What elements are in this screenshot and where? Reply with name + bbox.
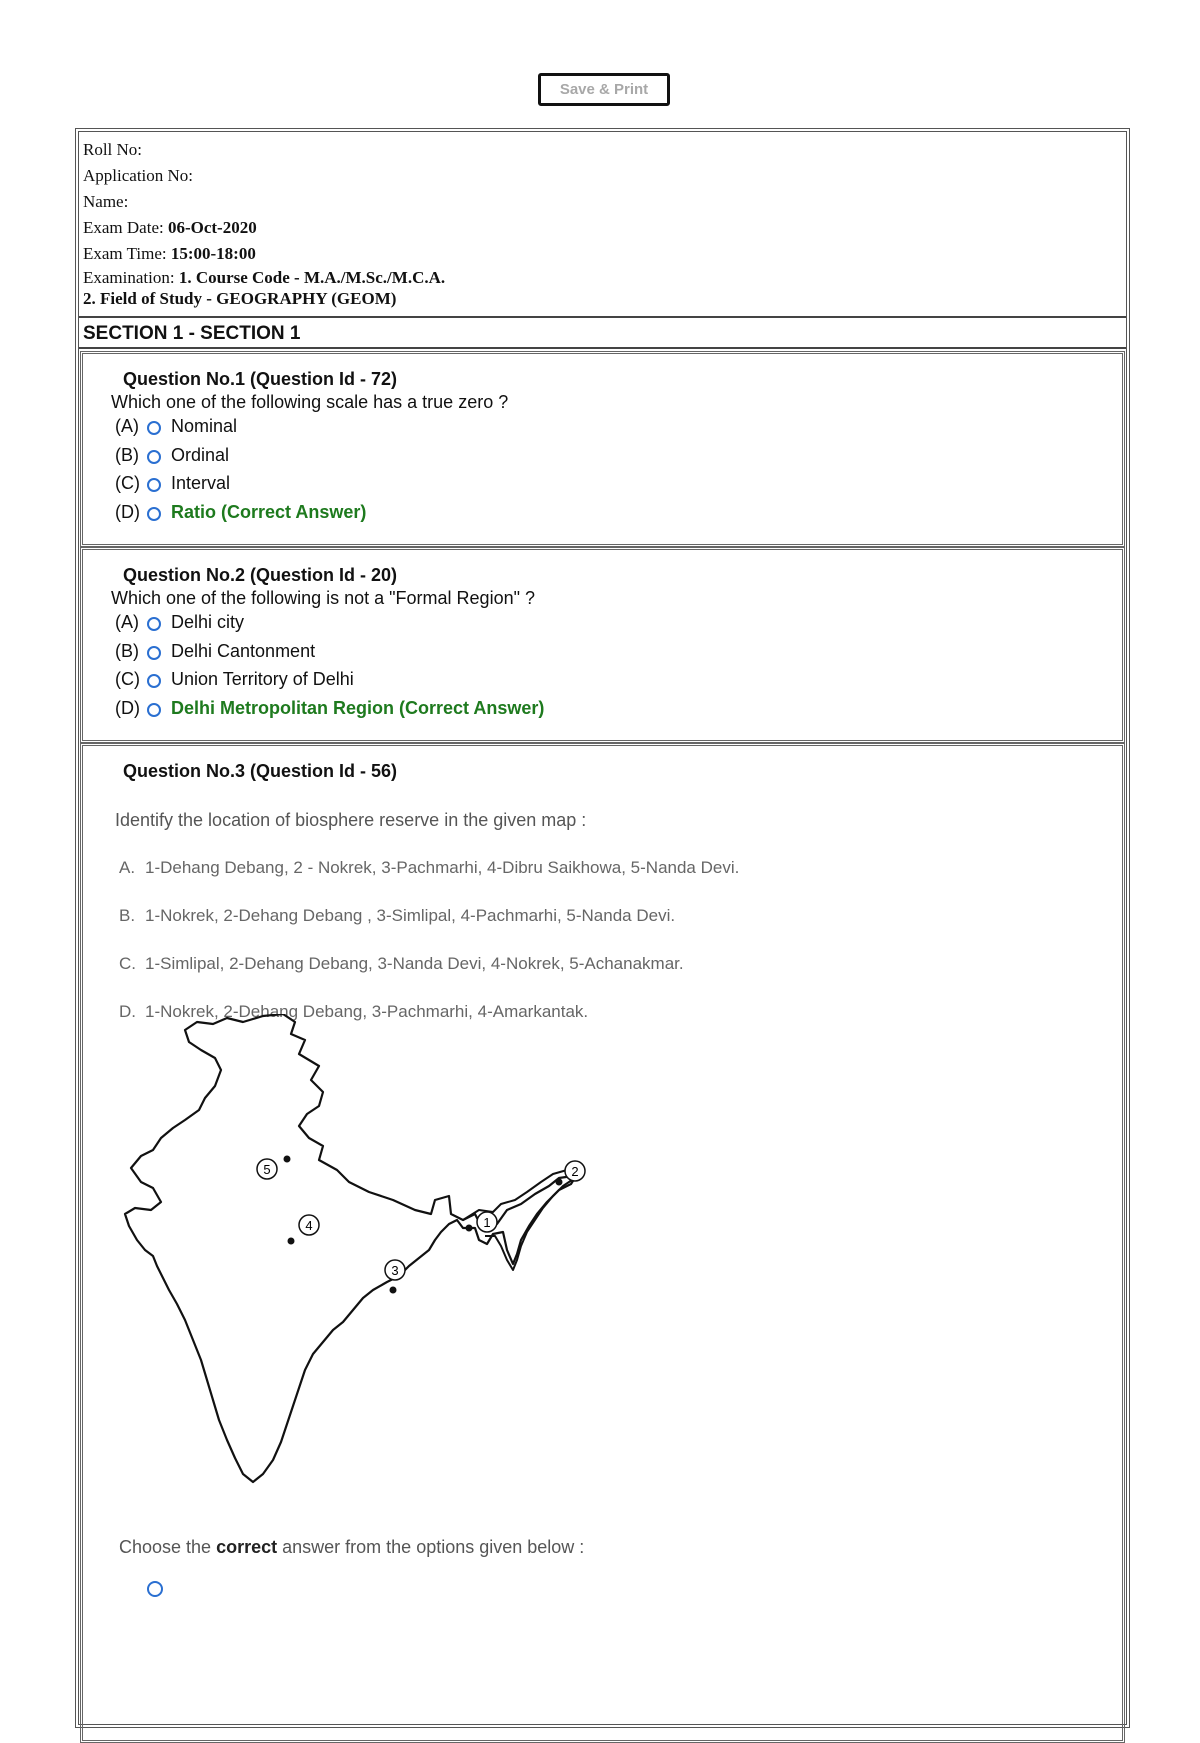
question-text: Identify the location of biosphere reserve in the given map : [115,810,587,830]
radio-icon[interactable] [147,1581,163,1597]
option-a[interactable]: (A) Delhi city [115,612,245,632]
radio-icon[interactable] [147,646,161,660]
question-1 [80,351,1125,547]
radio-icon[interactable] [147,478,161,492]
application-no-row: Application No: [83,166,194,185]
india-outline [125,1014,581,1482]
question-title: Question No.1 (Question Id - 72) [123,369,398,389]
marker-label-4: 4 [305,1218,313,1233]
candidate-info [79,132,1126,318]
option-c: C. 1-Simlipal, 2-Dehang Debang, 3-Nanda Devi, 4-Nokrek, 5-Achanakmar. [119,954,684,973]
question-text: Which one of the following is not a "Formal Region" ? [111,588,535,608]
option-b[interactable]: (B) Delhi Cantonment [115,641,316,661]
option-d[interactable]: (D) Ratio (Correct Answer) [115,502,367,522]
radio-icon[interactable] [147,674,161,688]
option-a[interactable]: (A) Nominal [115,416,238,436]
question-title: Question No.3 (Question Id - 56) [123,761,398,781]
question-title: Question No.2 (Question Id - 20) [123,565,398,585]
option-c[interactable]: (C) Interval [115,473,231,493]
question-text: Which one of the following scale has a true zero ? [111,392,509,412]
marker-label-1: 1 [483,1215,491,1230]
marker-dot-2 [556,1179,563,1186]
examination-row: Examination: 1. Course Code - M.A./M.Sc./M.C.A. [83,268,446,287]
exam-date-value: 06-Oct-2020 [167,218,257,237]
exam-date-row: Exam Date: 06-Oct-2020 [83,218,257,237]
exam-time-value: 15:00-18:00 [170,244,256,263]
radio-icon[interactable] [147,617,161,631]
marker-dot-5 [284,1156,291,1163]
correct-answer: Ratio (Correct Answer) [171,502,367,522]
marker-label-5: 5 [263,1162,271,1177]
choose-instruction: Choose the correct answer from the options given below : [119,1537,585,1557]
marker-label-2: 2 [571,1164,579,1179]
question-3 [80,743,1125,1743]
save-print-button[interactable]: Save & Print [538,73,670,106]
option-c[interactable]: (C) Union Territory of Delhi [115,669,354,689]
section-title: SECTION 1 - SECTION 1 [79,318,1126,349]
option-d[interactable]: (D) Delhi Metropolitan Region (Correct Answer) [115,698,545,718]
field-of-study-row: 2. Field of Study - GEOGRAPHY (GEOM) [83,289,397,308]
roll-no-row: Roll No: [83,140,143,159]
question-2 [80,547,1125,743]
radio-icon[interactable] [147,421,161,435]
question-paper [75,128,1130,1728]
india-map [123,1014,593,1504]
option-a: A. 1-Dehang Debang, 2 - Nokrek, 3-Pachmarhi, 4-Dibru Saikhowa, 5-Nanda Devi. [119,858,740,877]
radio-icon[interactable] [147,507,161,521]
marker-dot-3 [390,1287,397,1294]
marker-label-3: 3 [391,1263,399,1278]
correct-answer: Delhi Metropolitan Region (Correct Answer) [171,698,545,718]
exam-time-row: Exam Time: 15:00-18:00 [83,244,256,263]
option-b: B. 1-Nokrek, 2-Dehang Debang , 3-Simlipal, 4-Pachmarhi, 5-Nanda Devi. [119,906,676,925]
radio-icon[interactable] [147,703,161,717]
examination-value: 1. Course Code - M.A./M.Sc./M.C.A. [178,268,446,287]
radio-icon[interactable] [147,450,161,464]
option-b[interactable]: (B) Ordinal [115,445,230,465]
marker-dot-1 [466,1225,473,1232]
option-d: D. 1-Nokrek, 2-Dehang Debang, 3-Pachmarhi, 4-Amarkantak. [119,1002,589,1021]
name-row: Name: [83,192,129,211]
marker-dot-4 [288,1238,295,1245]
